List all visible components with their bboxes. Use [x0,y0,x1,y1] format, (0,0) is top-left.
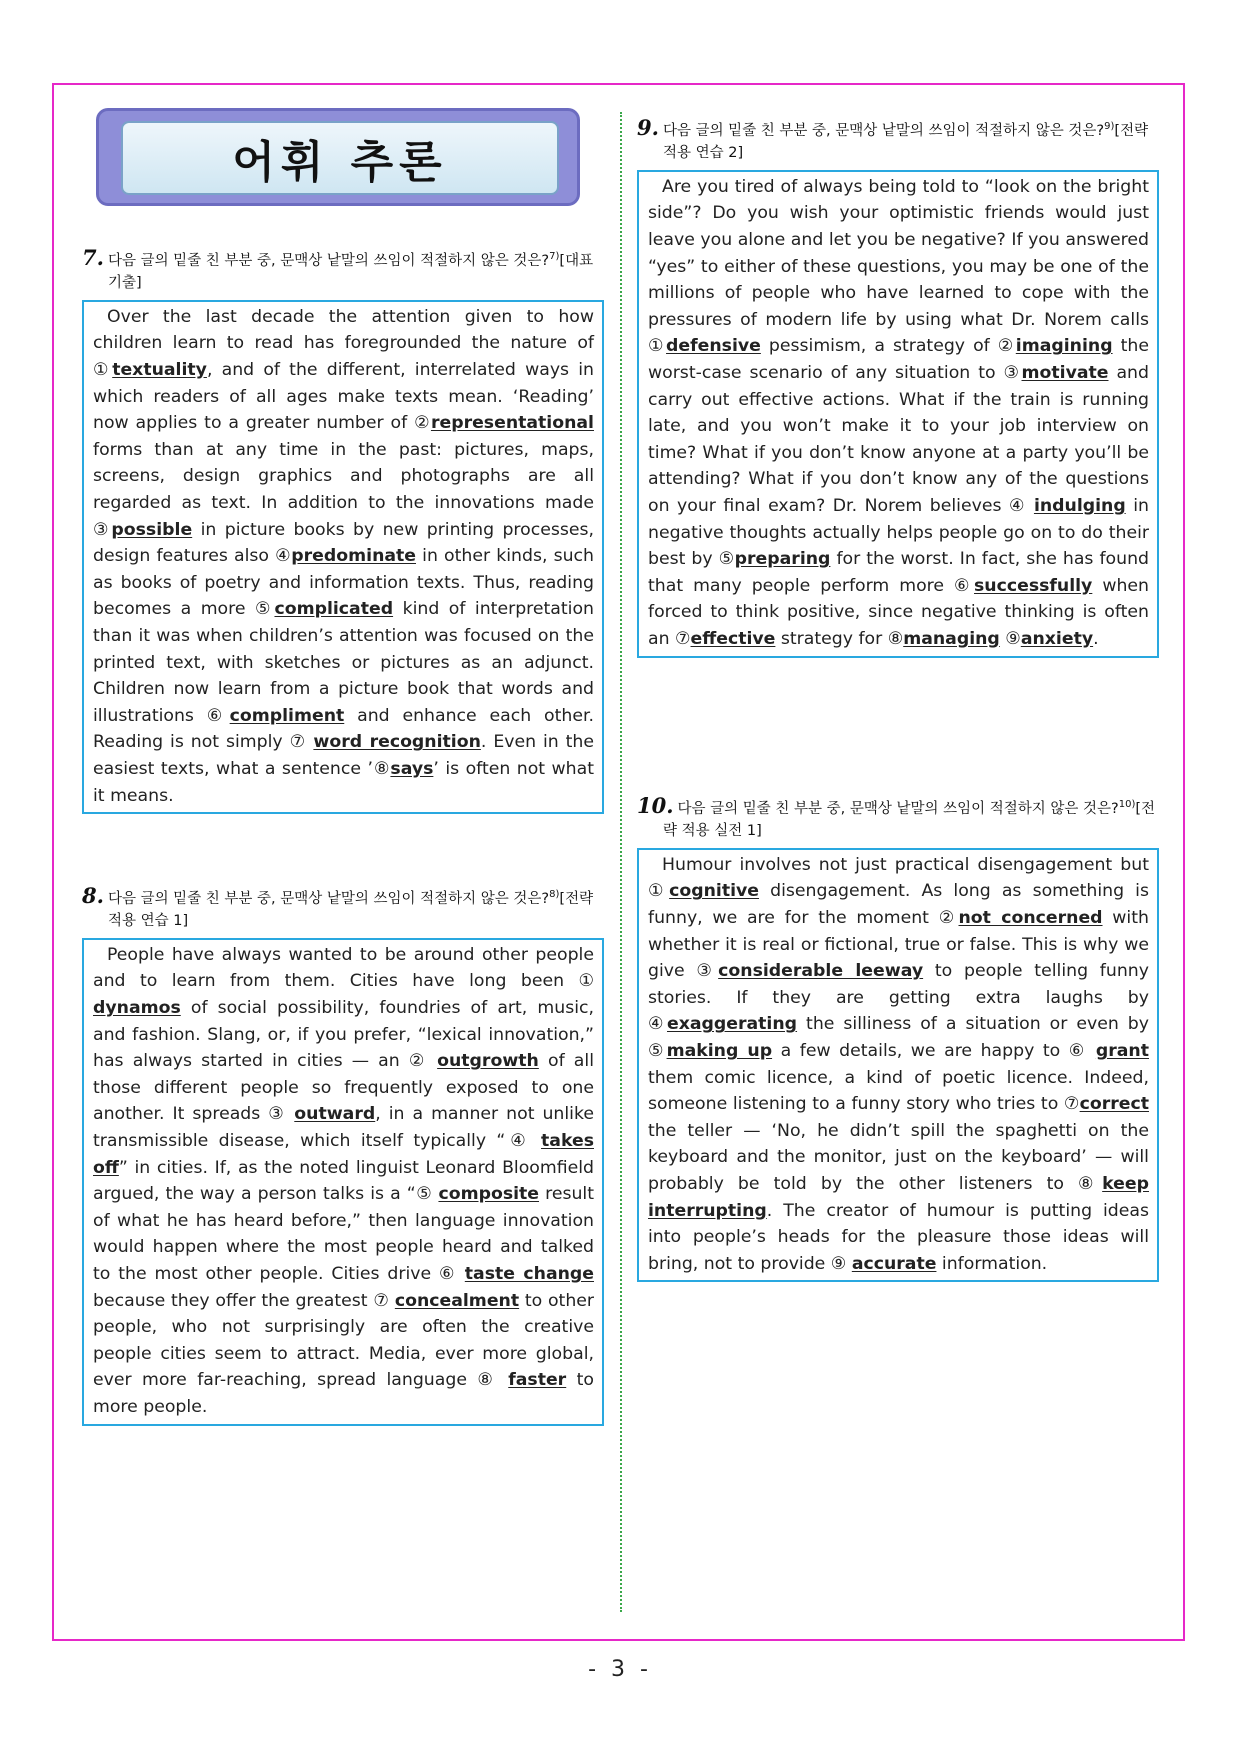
underlined-word: grant [1095,1040,1149,1061]
passage-segment: ② [414,413,431,434]
passage-segment: of all those different people so frequently exposed to one another. It spreads ③ [93,1051,594,1125]
question-7 [82,246,604,814]
passage-text [648,174,1149,653]
footnote-mark: 7) [549,251,560,262]
passage-segment: Humour involves not just practical disengagement but ① [648,854,1149,902]
passage-segment: result of what he has heard before,” then language innovation would happen where the most people heard and talked to the most other people. Cities drive ⑥ [93,1184,594,1284]
underlined-word: making up [666,1040,773,1061]
question-source: [대표기출] [108,252,594,291]
underlined-word: keep interrupting [648,1173,1149,1221]
passage-segment: a few details, we are happy to ⑥ [772,1040,1096,1061]
passage-segment: Are you tired of always being told to “look on the bright side”? Do you wish your optimistic friends would just leave you alone and let you be negative? If you answered “yes” to either of these questions, you may be one of the millions of people who have learned to cope with the pressures of modern life by using what Dr. Norem calls ① [648,176,1149,357]
passage-segment: information. [936,1253,1048,1274]
underlined-word: representational [430,413,594,434]
passage-text [93,942,594,1421]
passage-segment: of social possibility, foundries of art, music, and fashion. Slang, or, if you prefer, “lexical innovation,” has always started in cities — an ② [93,998,594,1072]
underlined-word: concealment [394,1290,520,1311]
passage-segment: and carry out effective actions. What if the train is running late, and you won’t make it to your job interview on time? What if you don’t know anyone at a party you’ll be attending? What if you don’t know any of the questions on your final exam? Dr. Norem believes ④ [648,362,1149,516]
passage-segment: ⑥ [206,705,230,726]
underlined-word: dynamos [93,998,181,1019]
section-title-plate [121,121,559,195]
underlined-word: cognitive [669,881,760,902]
passage-segment: to other people, who not surprisingly are often the creative people cities seem to attract. Media, ever more global, ever more far-reaching, spread language ⑧ [93,1290,595,1391]
question-heading [637,116,1159,164]
passage-segment: ⑤ [254,599,275,620]
underlined-word: managing [903,628,1000,649]
passage-segment: ① [93,360,113,381]
underlined-word: defensive [666,336,761,357]
underlined-word: complicated [274,599,394,620]
question-8 [82,884,604,1426]
question-source: [전략 적용 연습 2] [663,122,1149,161]
section-title-banner [96,108,580,206]
underlined-word: possible [111,519,193,540]
underlined-word: motivate [1021,362,1109,383]
passage-segment: . [1093,628,1099,649]
section-title: 어휘 추론 [232,137,448,188]
passage-segment: ⑧ [372,758,391,779]
underlined-word: outward [294,1104,376,1125]
passage-segment: the worst-case scenario of any situation to ③ [648,336,1149,383]
passage-segment: strategy for ⑧ [775,628,904,649]
underlined-word: indulging [1033,495,1126,516]
underlined-word: says [390,758,434,779]
underlined-word: effective [690,628,776,649]
passage-segment: in other kinds, such as books of poetry and information texts. Thus, reading becomes a more [93,546,595,620]
question-number: 10. [637,792,674,818]
passage-segment: forms than at any time in the past: pictures, maps, screens, design graphics and photographs are all regarded as text. In addition to the innovations made [93,439,594,513]
passage-segment: for the worst. In fact, she has found that many people perform more ⑥ [648,549,1149,596]
underlined-word: anxiety [1020,628,1094,649]
question-prompt: 다음 글의 밑줄 친 부분 중, 문맥상 낱말의 쓰임이 적절하지 않은 것은? [677,800,1119,817]
underlined-word: compliment [229,705,345,726]
passage-segment: them comic licence, a kind of poetic licence. Indeed, someone listening to a funny story who tries to ⑦ [648,1067,1149,1115]
passage-segment: ⑦ [289,732,314,753]
underlined-word: predominate [291,546,417,567]
passage-segment: . Even in the easiest texts, what a sentence ’ [93,732,594,779]
question-number: 9. [637,114,659,140]
question-prompt: 다음 글의 밑줄 친 부분 중, 문맥상 낱말의 쓰임이 적절하지 않은 것은? [107,252,550,269]
underlined-word: accurate [851,1253,937,1274]
underlined-word: outgrowth [437,1051,539,1072]
passage-segment: because they offer the greatest ⑦ [93,1290,395,1311]
passage-box [82,938,604,1426]
underlined-word: preparing [734,549,831,570]
question-9 [637,116,1159,658]
underlined-word: textuality [112,360,207,381]
passage-segment: in negative thoughts actually helps people go on to do their best by ⑤ [648,495,1149,570]
passage-segment: and enhance each other. Reading is not simply [93,705,594,753]
underlined-word: correct [1079,1094,1149,1115]
page-number: - 3 - [588,1657,652,1682]
passage-text [648,852,1149,1278]
passage-segment: pessimism, a strategy of ② [760,336,1016,357]
passage-segment: Over the last decade the attention given to how children learn to read has foregrounded the nature of [93,306,594,354]
passage-segment: ④ [275,546,292,567]
passage-box [637,170,1159,658]
underlined-word: faster [508,1370,567,1391]
passage-segment: , in a manner not unlike transmissible disease, which itself typically “④ [93,1104,595,1151]
question-heading [637,794,1159,842]
passage-segment: , and of the different, interrelated ways in which readers of all ages make texts mean. ‘Reading’ now applies to a greater number of [93,360,594,434]
question-source: [전략 적용 실전 1] [663,800,1156,839]
question-number: 7. [82,244,104,270]
question-number: 8. [82,882,104,908]
passage-segment: ③ [93,519,112,540]
passage-segment: ⑨ [999,628,1021,649]
question-10 [637,794,1159,1282]
passage-segment: ’ is often not what it means. [93,758,594,806]
passage-segment: ” in cities. If, as the noted linguist Leonard Bloomfield argued, the way a person talks is a “⑤ [93,1157,594,1205]
question-heading [82,246,604,294]
question-prompt: 다음 글의 밑줄 친 부분 중, 문맥상 낱말의 쓰임이 적절하지 않은 것은? [107,890,550,907]
passage-segment: to people telling funny stories. If they are getting extra laughs by ④ [648,961,1149,1035]
underlined-word: not concerned [958,908,1103,929]
passage-box [637,848,1159,1283]
footnote-mark: 10) [1118,799,1136,810]
passage-segment: when forced to think positive, since negative thinking is often an ⑦ [648,575,1149,649]
passage-text [93,304,594,809]
passage-segment: with whether it is real or fictional, true or false. This is why we give ③ [648,908,1149,982]
passage-box [82,300,604,814]
passage-segment: the teller — ‘No, he didn’t spill the spaghetti on the keyboard and the monitor, just on the keyboard’ — will probably be told by the other listeners to ⑧ [648,1120,1149,1194]
column-divider [620,112,622,1612]
passage-segment: in picture books by new printing processes, design features also [93,519,594,567]
footnote-mark: 8) [549,889,560,900]
passage-segment: the silliness of a situation or even by ⑤ [648,1014,1149,1061]
passage-segment: People have always wanted to be around other people and to learn from them. Cities have long been ① [93,944,594,992]
underlined-word: word recognition [313,732,481,753]
underlined-word: composite [438,1184,540,1205]
question-source: [전략 적용 연습 1] [108,890,594,929]
underlined-word: considerable leeway [718,961,924,982]
question-heading [82,884,604,932]
passage-segment: . The creator of humour is putting ideas into people’s heads for the pleasure those ideas will bring, not to provide ⑨ [648,1200,1149,1274]
question-prompt: 다음 글의 밑줄 친 부분 중, 문맥상 낱말의 쓰임이 적절하지 않은 것은? [662,122,1105,139]
underlined-word: exaggerating [667,1014,798,1035]
passage-segment: to more people. [93,1370,594,1417]
passage-segment: disengagement. As long as something is funny, we are for the moment ② [648,881,1149,929]
footnote-mark: 9) [1104,121,1115,132]
underlined-word: takes off [93,1130,594,1178]
underlined-word: imagining [1015,336,1113,357]
passage-segment: kind of interpretation than it was when children’s attention was focused on the printed text, with sketches or pictures as an adjunct. Children now learn from a picture book that words and illustrations [93,599,594,726]
underlined-word: taste change [464,1263,594,1284]
underlined-word: successfully [974,575,1093,596]
